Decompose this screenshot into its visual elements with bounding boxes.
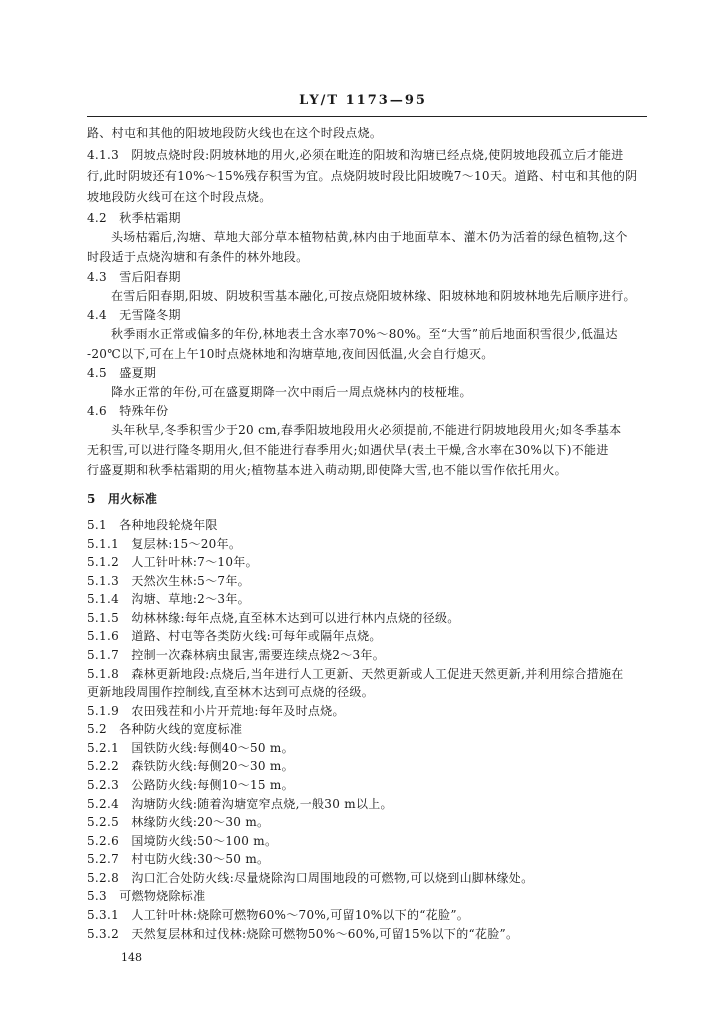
text-line: 秋季雨水正常或偏多的年份,林地表土含水率70%～80%。至“大雪”前后地面积雪很少,低温达 [111, 327, 618, 341]
heading-4-4: 4.4 无雪隆冬期 [87, 308, 181, 322]
text-line: 无积雪,可以进行隆冬期用火,但不能进行春季用火;如遇伏旱(表土干燥,含水率在30%以下)不能进 [87, 443, 609, 457]
clause-5-2-3: 5.2.3 公路防火线:每侧10～15 m。 [87, 778, 294, 792]
text-line: 头场枯霜后,沟塘、草地大部分草本植物枯黄,林内由于地面草本、灌木仍为活着的绿色植物,这个 [111, 230, 628, 244]
clause-5-1-3: 5.1.3 天然次生林:5～7年。 [87, 574, 250, 588]
heading-5-2: 5.2 各种防火线的宽度标准 [87, 722, 243, 736]
header-rule [87, 116, 647, 117]
text-line: 更新地段周围作控制线,直至林木达到可点烧的径级。 [87, 685, 375, 699]
heading-5-3: 5.3 可燃物烧除标准 [87, 889, 206, 903]
text-line: 时段适于点烧沟塘和有条件的林外地段。 [87, 250, 309, 264]
clause-5-1-8: 5.1.8 森林更新地段:点烧后,当年进行人工更新、天然更新或人工促进天然更新,并利用综合措施在 [87, 667, 624, 681]
standard-header: LY/T 1173—95 [299, 93, 427, 108]
clause-5-1-9: 5.1.9 农田残茬和小片开荒地:每年及时点烧。 [87, 704, 345, 718]
clause-5-2-1: 5.2.1 国铁防火线:每侧40～50 m。 [87, 741, 294, 755]
clause-5-3-2: 5.3.2 天然复层林和过伐林:烧除可燃物50%～60%,可留15%以下的“花脸”。 [87, 927, 519, 941]
clause-5-2-2: 5.2.2 森铁防火线:每侧20～30 m。 [87, 759, 294, 773]
page-number: 148 [121, 951, 142, 964]
text-line: 行,此时阴坡还有10%～15%残存积雪为宜。点烧阴坡时段比阳坡晚7～10天。道路、村屯和其他的阴 [87, 169, 638, 183]
heading-4-6: 4.6 特殊年份 [87, 404, 169, 418]
heading-4-2: 4.2 秋季枯霜期 [87, 211, 181, 225]
text-line: 降水正常的年份,可在盛夏期降一次中雨后一周点烧林内的枝桠堆。 [111, 385, 472, 399]
clause-5-1-7: 5.1.7 控制一次森林病虫鼠害,需要连续点烧2～3年。 [87, 648, 386, 662]
text-line: 坡地段防火线可在这个时段点烧。 [87, 190, 272, 204]
clause-5-1-2: 5.1.2 人工针叶林:7～10年。 [87, 555, 258, 569]
clause-5-3-1: 5.3.1 人工针叶林:烧除可燃物60%～70%,可留10%以下的“花脸”。 [87, 908, 470, 922]
text-line: 路、村屯和其他的阳坡地段防火线也在这个时段点烧。 [87, 126, 383, 140]
text-line: -20℃以下,可在上午10时点烧林地和沟塘草地,夜间因低温,火会自行熄灭。 [87, 347, 494, 361]
heading-4-5: 4.5 盛夏期 [87, 366, 157, 380]
text-line: 行盛夏期和秋季枯霜期的用火;植物基本进入萌动期,即使降大雪,也不能以雪作依托用火。 [87, 463, 567, 477]
clause-5-2-6: 5.2.6 国境防火线:50～100 m。 [87, 834, 278, 848]
section-5-heading: 5 用火标准 [87, 492, 158, 506]
text-line: 在雪后阳春期,阳坡、阴坡积雪基本融化,可按点烧阳坡林缘、阳坡林地和阴坡林地先后顺序进行。 [111, 289, 636, 303]
clause-5-2-5: 5.2.5 林缘防火线:20～30 m。 [87, 815, 270, 829]
clause-5-1-1: 5.1.1 复层林:15～20年。 [87, 537, 242, 551]
clause-5-2-4: 5.2.4 沟塘防火线:随着沟塘宽窄点烧,一般30 m以上。 [87, 797, 393, 811]
clause-5-1-5: 5.1.5 幼林林缘:每年点烧,直至林木达到可以进行林内点烧的径级。 [87, 611, 460, 625]
text-line: 头年秋旱,冬季积雪少于20 cm,春季阳坡地段用火必须提前,不能进行阴坡地段用火;如冬季基本 [111, 423, 622, 437]
clause-5-2-7: 5.2.7 村屯防火线:30～50 m。 [87, 852, 270, 866]
heading-4-3: 4.3 雪后阳春期 [87, 270, 181, 284]
clause-5-1-6: 5.1.6 道路、村屯等各类防火线:可每年或隔年点烧。 [87, 629, 382, 643]
clause-5-1-4: 5.1.4 沟塘、草地:2～3年。 [87, 592, 250, 606]
clause-4-1-3: 4.1.3 阴坡点烧时段:阴坡林地的用火,必须在毗连的阳坡和沟塘已经点烧,使阴坡地段孤立后才能进 [87, 148, 624, 162]
heading-5-1: 5.1 各种地段轮烧年限 [87, 518, 218, 532]
clause-5-2-8: 5.2.8 沟口汇合处防火线:尽量烧除沟口周围地段的可燃物,可以烧到山脚林缘处。 [87, 871, 534, 885]
